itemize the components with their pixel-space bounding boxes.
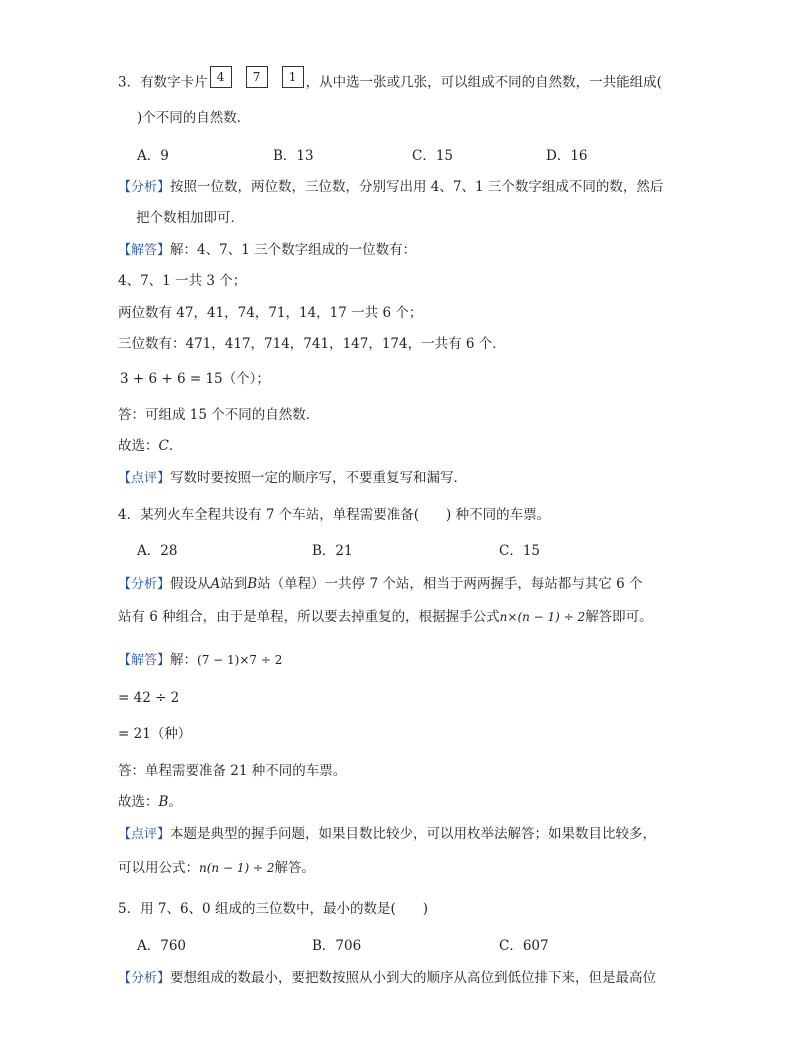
q3-answer-line2: 4、7、1 一共 3 个； (118, 273, 247, 289)
q4-comment-2a: 可以用公式： (118, 860, 199, 876)
q5-analysis-text-1: 要想组成的数最小，要把数按照从小到大的顺序从高位到低位排下来，但是最高位 (170, 970, 657, 986)
q3-comment-line (118, 469, 467, 488)
q4-analysis-line2 (118, 608, 653, 626)
q3-comment-tag: 【点评】 (118, 471, 171, 486)
q3-choice-line (118, 437, 182, 455)
q3-analysis-line2: 把个数相加即可． (136, 210, 244, 226)
q3-choose-pre: 故选： (118, 438, 159, 454)
q3-choose-post: ． (168, 438, 183, 454)
q3-answer-tag: 【解答】 (118, 243, 171, 258)
q5-analysis-line1 (118, 969, 656, 988)
q4-analysis-2a: 站有 6 种组合，由于是单程，所以要去掉重复的，根据握手公式 (118, 609, 500, 625)
q4-stem: 4．某列火车全程共设有 7 个车站，单程需要准备( ) 种不同的车票。 (118, 507, 551, 523)
q3-comment-text: 写数时要按照一定的顺序写，不要重复写和漏写． (170, 470, 468, 486)
q4-option-b: B．21 (312, 543, 353, 559)
q4-comment-line1 (118, 825, 656, 844)
q3-option-c: C．15 (412, 148, 454, 164)
q4-handshake-formula: n×(n − 1) ÷ 2 (499, 610, 586, 624)
q4-answer-line4: 答：单程需要准备 21 种不同的车票。 (118, 763, 347, 779)
q3-option-a: A．9 (137, 148, 169, 164)
q3-stem-line2: )个不同的自然数． (137, 110, 251, 126)
digit-card-1: 1 (282, 66, 304, 88)
q3-analysis-line1 (118, 178, 663, 197)
q4-analysis-1c: 站（单程）一共停 7 个站，相当于两两握手，每站都与其它 6 个 (257, 576, 643, 592)
q4-var-b: B (247, 576, 258, 592)
q4-analysis-1a: 假设从 (170, 576, 211, 592)
q3-stem-line1 (118, 72, 662, 94)
q3-answer-line6: 答：可组成 15 个不同的自然数． (118, 407, 320, 423)
q3-number: 3． (118, 74, 141, 91)
q4-option-c: C．15 (499, 543, 541, 559)
q3-answer-text-1: 解：4、7、1 三个数字组成的一位数有： (170, 242, 417, 258)
digit-card-7: 7 (246, 66, 268, 88)
q3-answer-line1 (118, 241, 416, 260)
q3-choose-letter: C (158, 438, 169, 454)
q5-stem: 5．用 7、6、0 组成的三位数中，最小的数是( ) (118, 901, 428, 917)
digit-card-4: 4 (210, 66, 232, 88)
q5-option-a: A．760 (137, 938, 187, 954)
q4-comment-line2 (118, 859, 315, 877)
q3-option-b: B．13 (273, 148, 314, 164)
q4-analysis-1b: 站到 (220, 576, 248, 592)
q4-comment-2b: 解答。 (274, 860, 315, 876)
q3-analysis-tag: 【分析】 (118, 180, 171, 195)
q4-answer-line2: = 42 ÷ 2 (118, 690, 180, 706)
q3-answer-line5: 3 + 6 + 6 = 15（个）； (120, 371, 270, 387)
q4-answer-line1 (118, 651, 282, 670)
q4-choice-line (118, 793, 182, 811)
q4-answer-expression: (7 − 1)×7 ÷ 2 (197, 653, 283, 667)
q4-choose-post: 。 (168, 794, 182, 810)
q4-answer-1a: 解： (170, 652, 198, 668)
q4-answer-line3: = 21（种） (118, 726, 192, 742)
q3-option-d: D．16 (546, 148, 588, 164)
q4-var-a: A (210, 576, 221, 592)
q4-analysis-tag: 【分析】 (118, 577, 171, 592)
q4-analysis-2b: 解答即可。 (585, 609, 653, 625)
q4-choose-letter: B (158, 794, 169, 810)
q3-stem-post: ，从中选一张或几张，可以组成不同的自然数，一共能组成( (305, 74, 662, 91)
q3-stem-pre: 有数字卡片 (140, 74, 208, 91)
q4-answer-tag: 【解答】 (118, 653, 171, 668)
q4-option-a: A．28 (137, 543, 178, 559)
q5-option-b: B．706 (312, 938, 362, 954)
q4-choose-pre: 故选： (118, 794, 159, 810)
q4-comment-formula: n(n − 1) ÷ 2 (199, 861, 275, 875)
q4-comment-tag: 【点评】 (118, 827, 171, 842)
q4-analysis-line1 (118, 575, 643, 594)
q3-answer-line4: 三位数有：471，417，714，741，147，174，一共有 6 个． (118, 336, 506, 352)
q5-analysis-tag: 【分析】 (118, 971, 171, 986)
q5-option-c: C．607 (499, 938, 549, 954)
q4-comment-text-1: 本题是典型的握手问题，如果目数比较少，可以用枚举法解答；如果数目比较多， (170, 826, 657, 842)
q3-answer-line3: 两位数有 47，41，74，71，14，17 一共 6 个； (118, 305, 423, 321)
q3-analysis-text-1: 按照一位数，两位数，三位数，分别写出用 4、7、1 三个数字组成不同的数，然后 (170, 179, 664, 195)
